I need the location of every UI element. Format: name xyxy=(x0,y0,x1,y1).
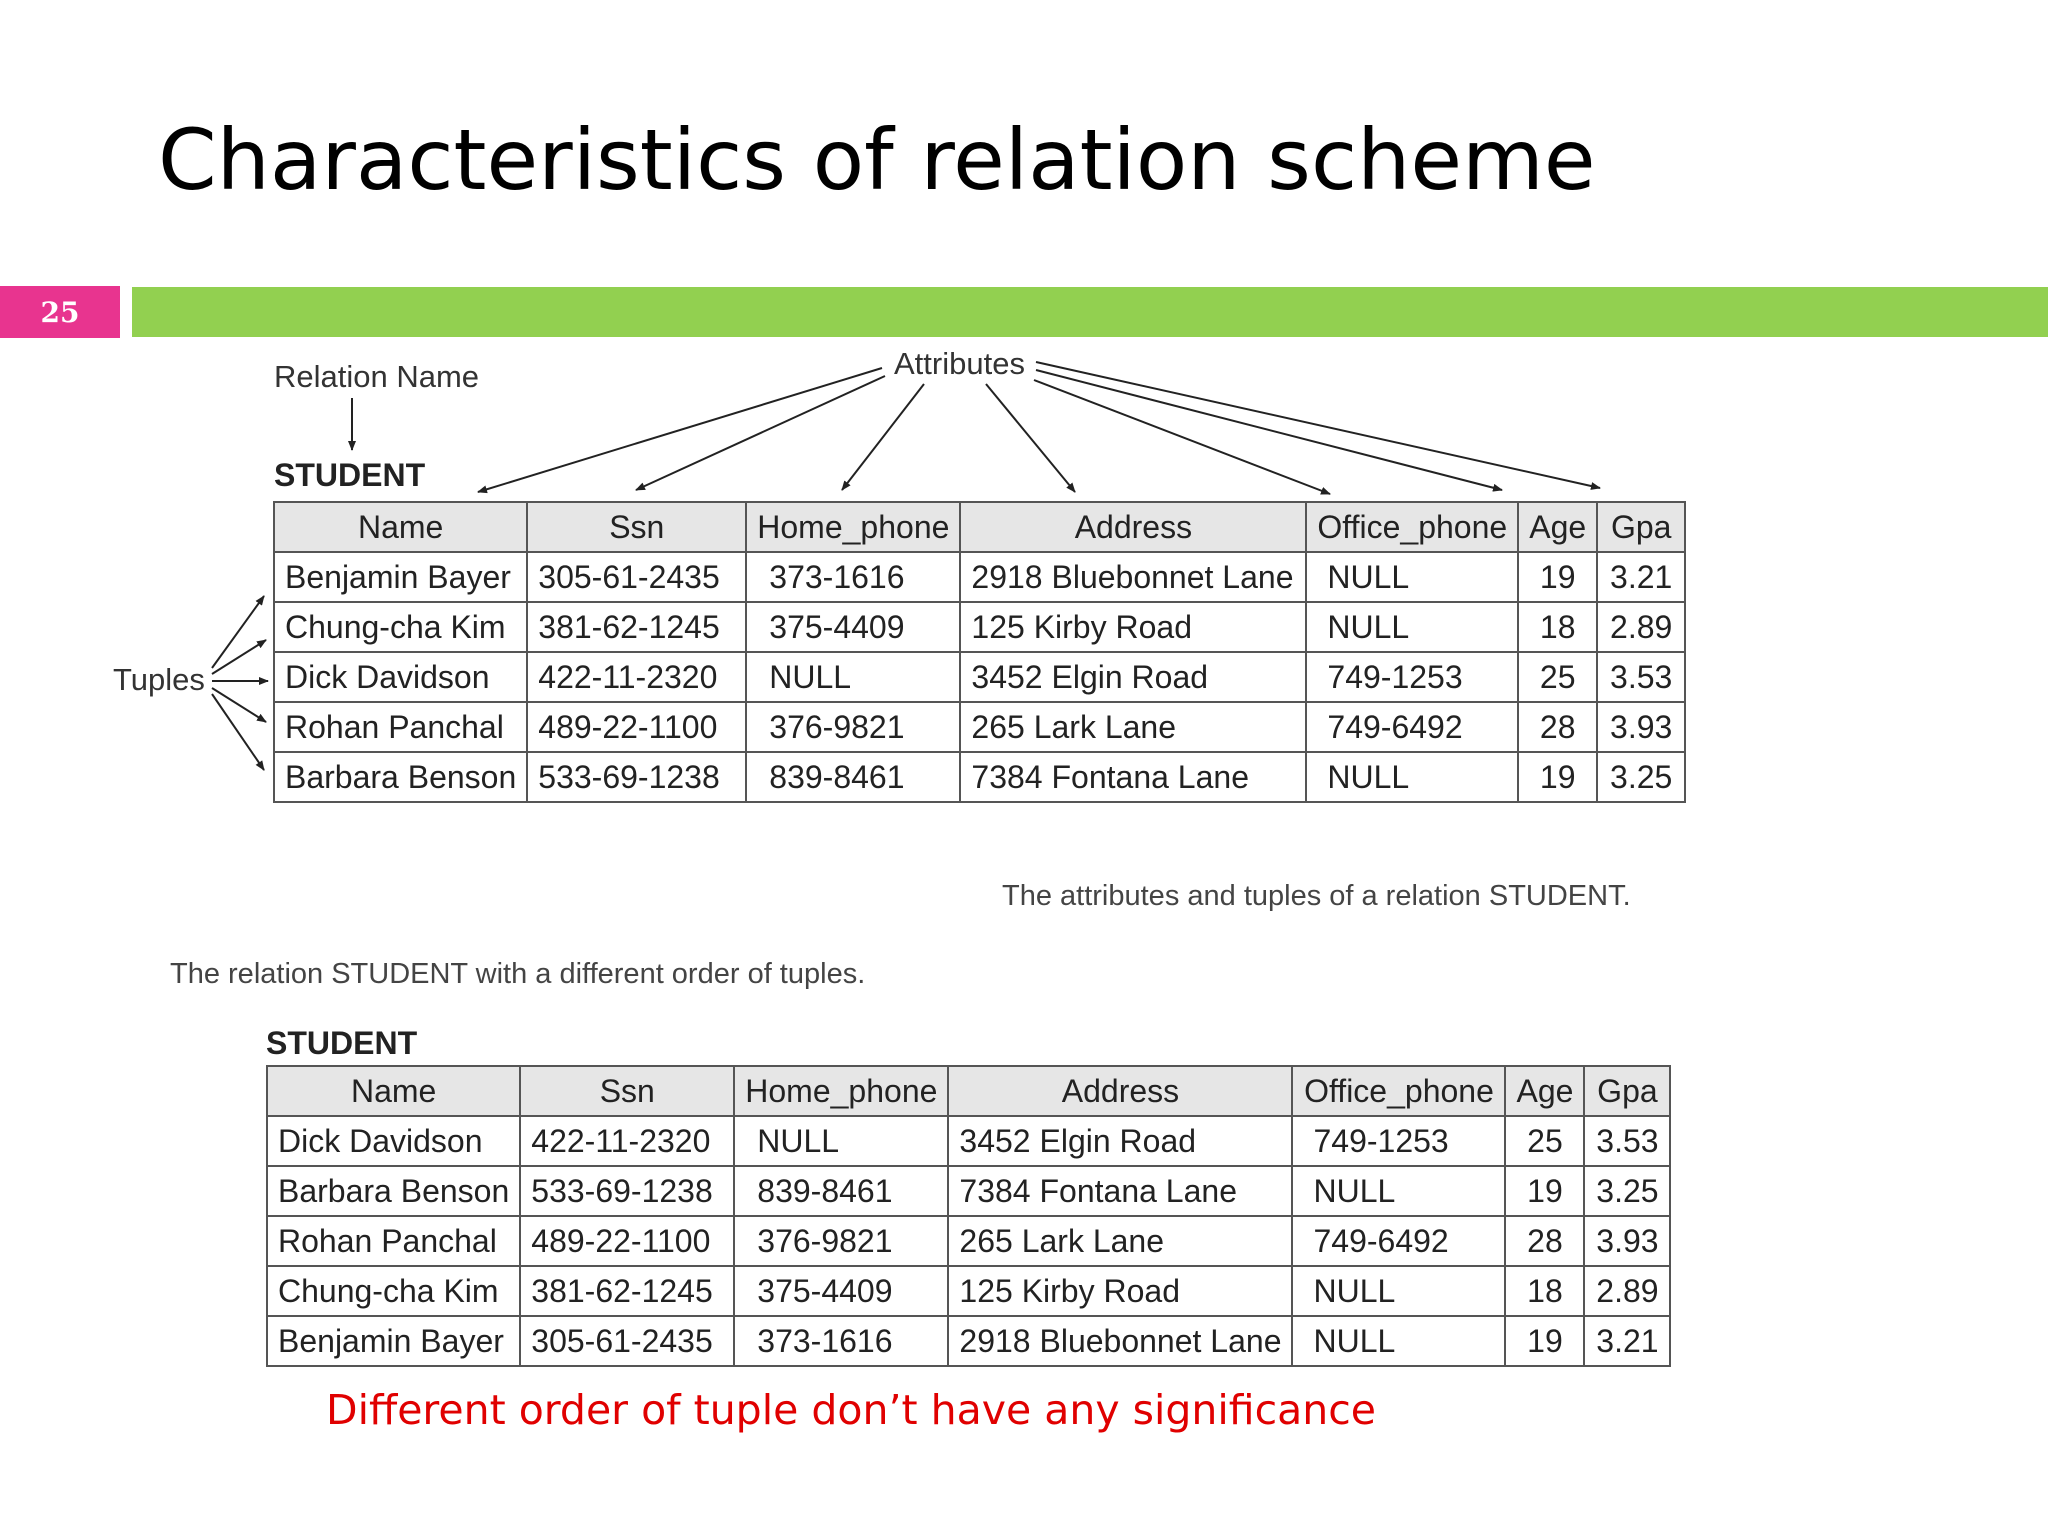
relation-name-label: Relation Name xyxy=(274,359,480,394)
header-row xyxy=(267,1066,1670,1116)
cell-ssn: 381-62-1245 xyxy=(527,602,746,652)
slide-number-badge: 25 xyxy=(0,286,120,338)
cell-address: 2918 Bluebonnet Lane xyxy=(948,1316,1292,1366)
table-row xyxy=(267,1216,1670,1266)
attribute-arrow-name xyxy=(478,368,882,492)
cell-gpa: 3.25 xyxy=(1597,752,1685,802)
cell-office-phone: NULL xyxy=(1306,752,1518,802)
cell-address: 125 Kirby Road xyxy=(960,602,1306,652)
cell-home-phone: 376-9821 xyxy=(734,1216,948,1266)
column-header-office-phone: Office_phone xyxy=(1292,1066,1505,1116)
cell-office-phone: NULL xyxy=(1306,552,1518,602)
cell-gpa: 3.53 xyxy=(1584,1116,1670,1166)
cell-name: Benjamin Bayer xyxy=(274,552,527,602)
student-table-original xyxy=(273,501,1686,803)
cell-gpa: 2.89 xyxy=(1584,1266,1670,1316)
figure1-caption: The attributes and tuples of a relation STUDENT. xyxy=(1002,880,1631,912)
table-row xyxy=(274,602,1685,652)
cell-ssn: 422-11-2320 xyxy=(520,1116,734,1166)
cell-home-phone: 839-8461 xyxy=(734,1166,948,1216)
column-header-name: Name xyxy=(274,502,527,552)
cell-age: 19 xyxy=(1518,752,1597,802)
cell-gpa: 3.21 xyxy=(1597,552,1685,602)
cell-name: Barbara Benson xyxy=(267,1166,520,1216)
cell-address: 125 Kirby Road xyxy=(948,1266,1292,1316)
column-header-gpa: Gpa xyxy=(1584,1066,1670,1116)
cell-name: Barbara Benson xyxy=(274,752,527,802)
cell-age: 25 xyxy=(1518,652,1597,702)
table-row xyxy=(267,1116,1670,1166)
cell-office-phone: 749-6492 xyxy=(1292,1216,1505,1266)
cell-address: 7384 Fontana Lane xyxy=(948,1166,1292,1216)
cell-ssn: 489-22-1100 xyxy=(527,702,746,752)
cell-gpa: 3.93 xyxy=(1597,702,1685,752)
cell-home-phone: 373-1616 xyxy=(734,1316,948,1366)
cell-address: 2918 Bluebonnet Lane xyxy=(960,552,1306,602)
cell-age: 18 xyxy=(1518,602,1597,652)
attribute-arrow-office-phone xyxy=(1034,380,1330,494)
cell-office-phone: NULL xyxy=(1292,1316,1505,1366)
cell-name: Dick Davidson xyxy=(274,652,527,702)
cell-home-phone: 376-9821 xyxy=(746,702,960,752)
cell-age: 18 xyxy=(1505,1266,1584,1316)
table-row xyxy=(274,702,1685,752)
attribute-arrow-address xyxy=(986,384,1075,492)
cell-ssn: 422-11-2320 xyxy=(527,652,746,702)
cell-office-phone: NULL xyxy=(1292,1166,1505,1216)
cell-address: 265 Lark Lane xyxy=(948,1216,1292,1266)
table-row xyxy=(274,552,1685,602)
cell-name: Rohan Panchal xyxy=(274,702,527,752)
column-header-ssn: Ssn xyxy=(527,502,746,552)
cell-gpa: 3.53 xyxy=(1597,652,1685,702)
column-header-gpa: Gpa xyxy=(1597,502,1685,552)
header-row xyxy=(274,502,1685,552)
cell-home-phone: 375-4409 xyxy=(734,1266,948,1316)
cell-gpa: 3.93 xyxy=(1584,1216,1670,1266)
attribute-arrow-home-phone xyxy=(842,384,924,490)
cell-age: 25 xyxy=(1505,1116,1584,1166)
cell-home-phone: NULL xyxy=(746,652,960,702)
column-header-name: Name xyxy=(267,1066,520,1116)
table-row xyxy=(267,1316,1670,1366)
figure2-caption: The relation STUDENT with a different order of tuples. xyxy=(170,958,866,990)
cell-address: 3452 Elgin Road xyxy=(948,1116,1292,1166)
cell-name: Chung-cha Kim xyxy=(267,1266,520,1316)
slide-title: Characteristics of relation scheme xyxy=(158,111,1596,209)
attributes-label: Attributes xyxy=(894,346,1025,381)
cell-ssn: 533-69-1238 xyxy=(527,752,746,802)
tuples-label: Tuples xyxy=(113,662,205,697)
cell-ssn: 533-69-1238 xyxy=(520,1166,734,1216)
attribute-arrow-gpa xyxy=(1036,362,1600,488)
cell-name: Rohan Panchal xyxy=(267,1216,520,1266)
cell-name: Chung-cha Kim xyxy=(274,602,527,652)
cell-age: 28 xyxy=(1505,1216,1584,1266)
cell-age: 28 xyxy=(1518,702,1597,752)
cell-age: 19 xyxy=(1518,552,1597,602)
cell-home-phone: NULL xyxy=(734,1116,948,1166)
table-row xyxy=(274,652,1685,702)
cell-office-phone: NULL xyxy=(1306,602,1518,652)
table-row xyxy=(274,752,1685,802)
cell-ssn: 305-61-2435 xyxy=(527,552,746,602)
cell-office-phone: NULL xyxy=(1292,1266,1505,1316)
cell-ssn: 305-61-2435 xyxy=(520,1316,734,1366)
column-header-age: Age xyxy=(1518,502,1597,552)
cell-name: Benjamin Bayer xyxy=(267,1316,520,1366)
cell-home-phone: 839-8461 xyxy=(746,752,960,802)
column-header-home-phone: Home_phone xyxy=(734,1066,948,1116)
table-row xyxy=(267,1266,1670,1316)
column-header-home-phone: Home_phone xyxy=(746,502,960,552)
cell-gpa: 3.21 xyxy=(1584,1316,1670,1366)
cell-office-phone: 749-1253 xyxy=(1292,1116,1505,1166)
cell-ssn: 381-62-1245 xyxy=(520,1266,734,1316)
cell-ssn: 489-22-1100 xyxy=(520,1216,734,1266)
cell-home-phone: 373-1616 xyxy=(746,552,960,602)
cell-age: 19 xyxy=(1505,1166,1584,1216)
cell-gpa: 3.25 xyxy=(1584,1166,1670,1216)
cell-home-phone: 375-4409 xyxy=(746,602,960,652)
cell-address: 7384 Fontana Lane xyxy=(960,752,1306,802)
relation-title-1: STUDENT xyxy=(274,457,426,493)
table-row xyxy=(267,1166,1670,1216)
column-header-address: Address xyxy=(960,502,1306,552)
cell-office-phone: 749-1253 xyxy=(1306,652,1518,702)
significance-note: Different order of tuple don’t have any significance xyxy=(326,1386,1377,1434)
column-header-office-phone: Office_phone xyxy=(1306,502,1518,552)
cell-name: Dick Davidson xyxy=(267,1116,520,1166)
column-header-ssn: Ssn xyxy=(520,1066,734,1116)
cell-address: 265 Lark Lane xyxy=(960,702,1306,752)
column-header-age: Age xyxy=(1505,1066,1584,1116)
relation-title-2: STUDENT xyxy=(266,1025,418,1061)
cell-address: 3452 Elgin Road xyxy=(960,652,1306,702)
attribute-arrow-age xyxy=(1036,370,1502,490)
cell-office-phone: 749-6492 xyxy=(1306,702,1518,752)
cell-age: 19 xyxy=(1505,1316,1584,1366)
column-header-address: Address xyxy=(948,1066,1292,1116)
cell-gpa: 2.89 xyxy=(1597,602,1685,652)
student-table-reordered xyxy=(266,1065,1671,1367)
